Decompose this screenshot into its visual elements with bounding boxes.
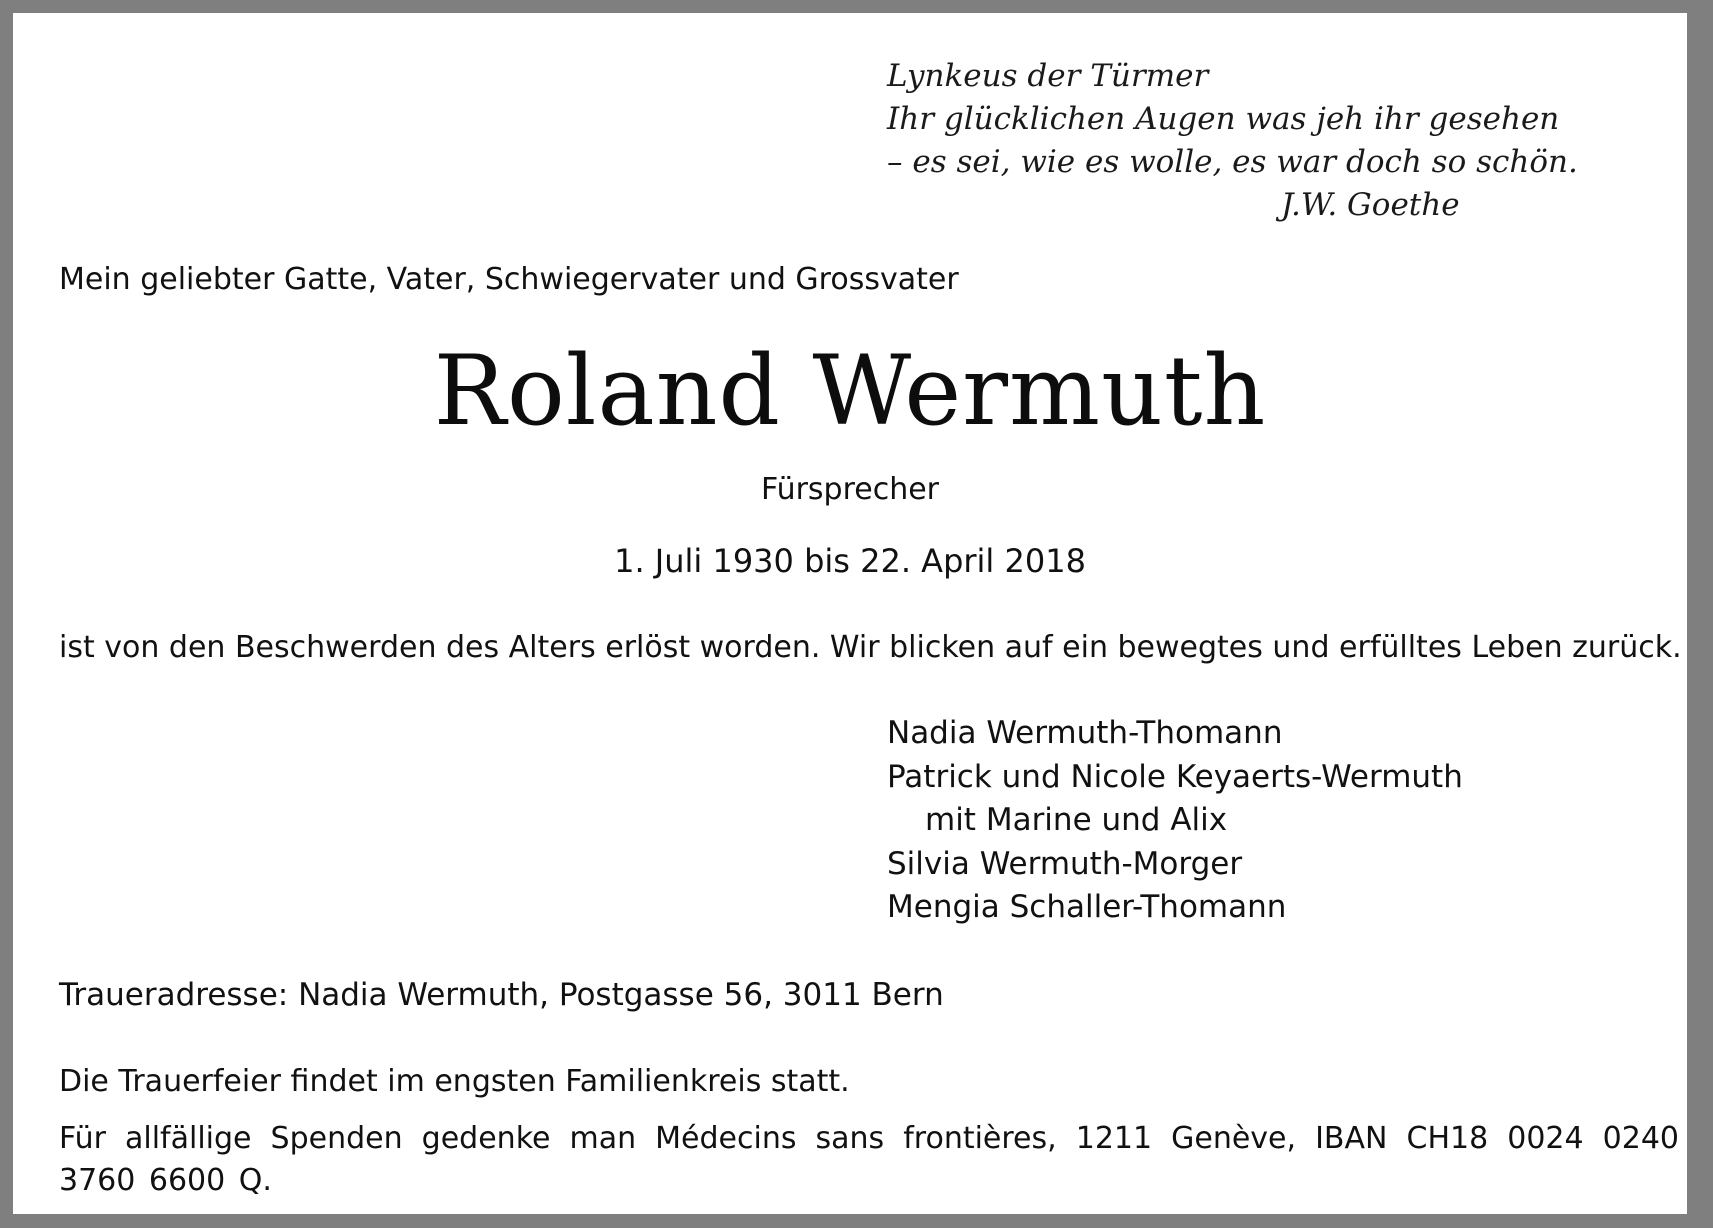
deceased-name: Roland Wermuth bbox=[433, 335, 1267, 447]
ceremony-note: Die Trauerfeier findet im engsten Familienkreis statt. bbox=[59, 1064, 850, 1099]
intro-line: Mein geliebter Gatte, Vater, Schwiegervater und Grossvater bbox=[59, 262, 959, 297]
goethe-quote bbox=[887, 55, 1578, 227]
mourner: Patrick und Nicole Keyaerts-Wermuth bbox=[887, 758, 1463, 795]
obituary-notice bbox=[13, 13, 1687, 1214]
mourner: mit Marine und Alix bbox=[925, 802, 1228, 838]
donation-note: Für allfällige Spenden gedenke man Médecins sans frontières, 1211 Genève, IBAN CH18 0024 0240 3760 6600 Q. bbox=[59, 1121, 1679, 1198]
quote-line: – es sei, wie es wolle, es war doch so schön. bbox=[887, 144, 1578, 180]
life-dates: 1. Juli 1930 bis 22. April 2018 bbox=[614, 542, 1086, 580]
message: ist von den Beschwerden des Alters erlöst worden. Wir blicken auf ein bewegtes und erfülltes Leben zurück. bbox=[59, 630, 1682, 665]
profession: Fürsprecher bbox=[760, 472, 940, 507]
mourner: Mengia Schaller-Thomann bbox=[887, 889, 1287, 925]
mourners-list bbox=[887, 712, 1463, 930]
quote-line: Ihr glücklichen Augen was jeh ihr gesehen bbox=[887, 101, 1560, 137]
quote-author: J.W. Goethe bbox=[1281, 187, 1460, 223]
mourning-address: Traueradresse: Nadia Wermuth, Postgasse 56, 3011 Bern bbox=[59, 977, 944, 1013]
mourner: Silvia Wermuth-Morger bbox=[887, 845, 1243, 882]
mourner: Nadia Wermuth-Thomann bbox=[887, 715, 1283, 751]
quote-line: Lynkeus der Türmer bbox=[887, 58, 1209, 94]
